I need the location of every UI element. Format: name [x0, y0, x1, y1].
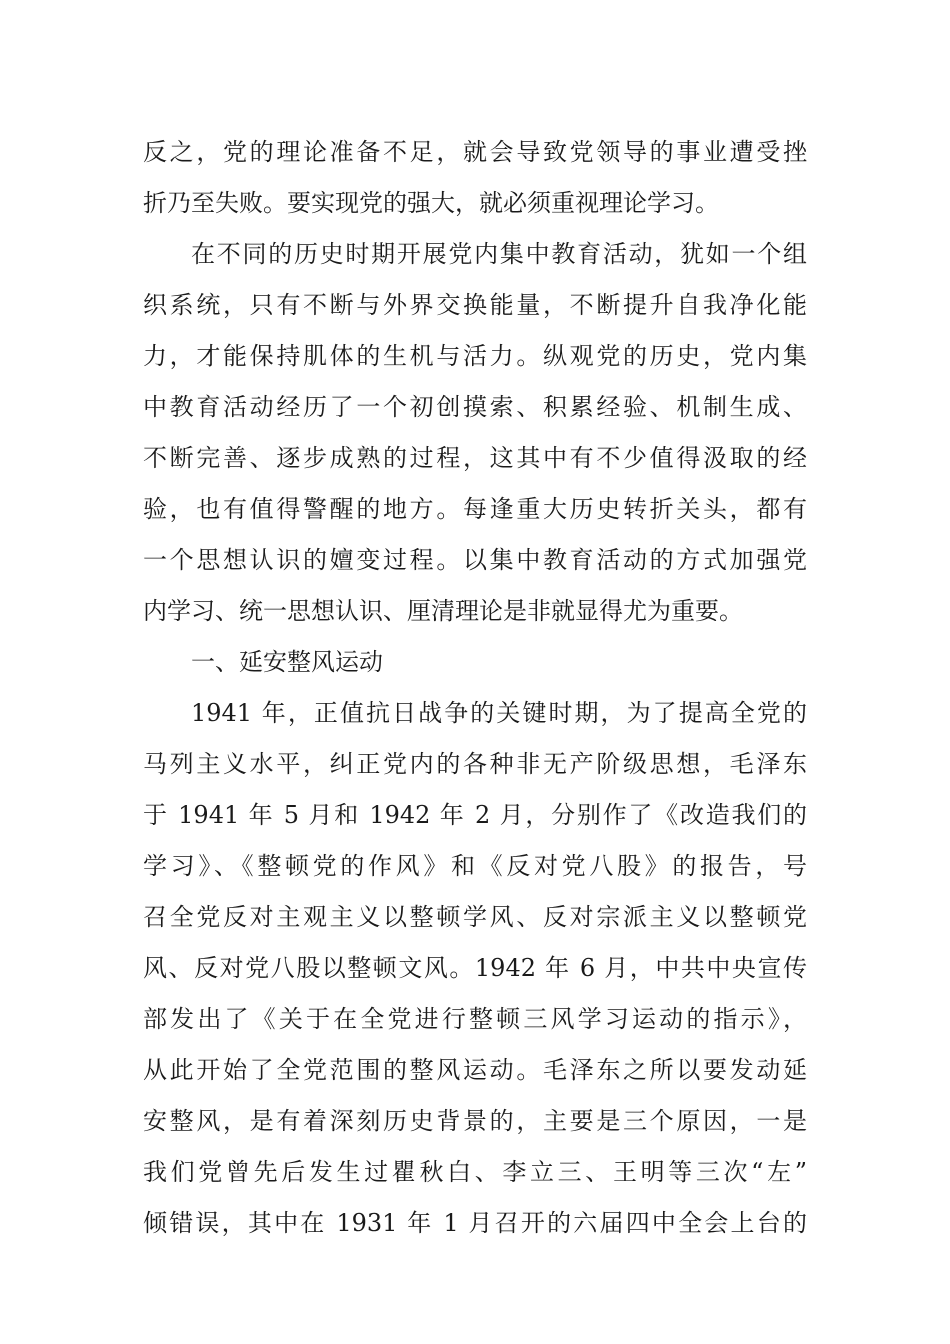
- text-line: 力，才能保持肌体的生机与活力。纵观党的历史，党内集: [143, 342, 807, 370]
- text-line: 反之，党的理论准备不足，就会导致党领导的事业遭受挫: [143, 138, 807, 166]
- text-line: 不断完善、逐步成熟的过程，这其中有不少值得汲取的经: [143, 444, 807, 472]
- text-line: 内学习、统一思想认识、厘清理论是非就显得尤为重要。: [143, 597, 743, 625]
- text-line: 我们党曾先后发生过瞿秋白、李立三、王明等三次“左”: [143, 1158, 807, 1186]
- text-line: 学习》、《整顿党的作风》和《反对党八股》的报告，号: [143, 852, 807, 880]
- text-line: 中教育活动经历了一个初创摸索、积累经验、机制生成、: [143, 393, 807, 421]
- text-line: 1941 年，正值抗日战争的关键时期，为了提高全党的: [191, 699, 807, 727]
- text-line: 从此开始了全党范围的整风运动。毛泽东之所以要发动延: [143, 1056, 807, 1084]
- text-line: 马列主义水平，纠正党内的各种非无产阶级思想，毛泽东: [143, 750, 807, 778]
- text-line: 织系统，只有不断与外界交换能量，不断提升自我净化能: [143, 291, 807, 319]
- text-line: 折乃至失败。要实现党的强大，就必须重视理论学习。: [143, 189, 719, 217]
- text-line: 召全党反对主观主义以整顿学风、反对宗派主义以整顿党: [143, 903, 807, 931]
- text-line: 验，也有值得警醒的地方。每逢重大历史转折关头，都有: [143, 495, 807, 523]
- text-line: 风、反对党八股以整顿文风。1942 年 6 月，中共中央宣传: [143, 954, 807, 982]
- text-line: 安整风，是有着深刻历史背景的，主要是三个原因，一是: [143, 1107, 807, 1135]
- section-heading: 一、延安整风运动: [191, 648, 383, 676]
- text-line: 于 1941 年 5 月和 1942 年 2 月，分别作了《改造我们的: [143, 801, 807, 829]
- text-line: 倾错误，其中在 1931 年 1 月召开的六届四中全会上台的: [143, 1209, 807, 1237]
- text-line: 在不同的历史时期开展党内集中教育活动，犹如一个组: [191, 240, 807, 268]
- text-line: 部发出了《关于在全党进行整顿三风学习运动的指示》，: [143, 1005, 807, 1033]
- text-line: 一个思想认识的嬗变过程。以集中教育活动的方式加强党: [143, 546, 807, 574]
- body-text: [143, 127, 807, 1249]
